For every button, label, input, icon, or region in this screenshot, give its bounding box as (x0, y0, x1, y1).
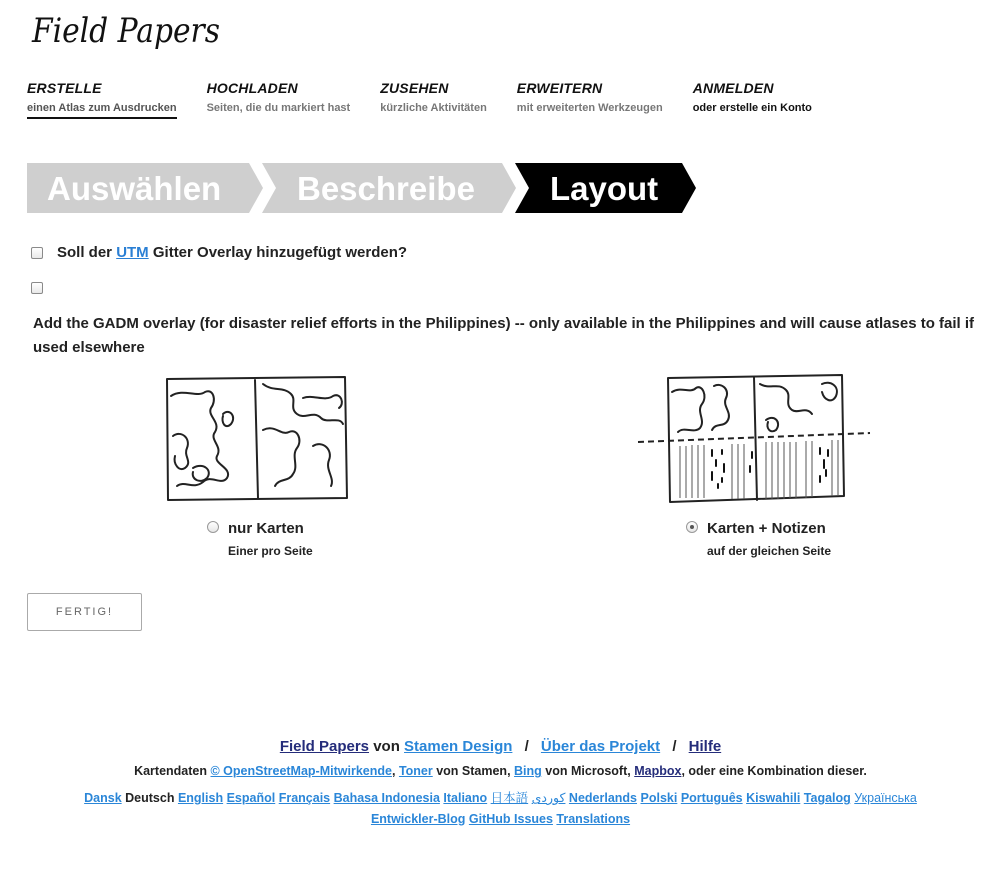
utm-label-prefix: Soll der (57, 244, 113, 261)
gadm-option (31, 282, 43, 294)
footer-separator: / (524, 738, 529, 755)
maps-and-notes-label: Karten + Notizen (707, 520, 826, 537)
nav-subtitle: Seiten, die du markiert hast (206, 102, 351, 114)
logo-text: Field Papers (31, 11, 220, 51)
toner-link[interactable]: Toner (398, 764, 433, 778)
nav-title: ANMELDEN (692, 80, 774, 96)
lang-link-sw[interactable]: Kiswahili (746, 791, 801, 805)
bing-link[interactable]: Bing (514, 764, 542, 778)
nav-title: ERWEITERN (516, 80, 603, 96)
help-link[interactable]: Hilfe (688, 738, 722, 755)
lang-link-it[interactable]: Italiano (443, 791, 488, 805)
utm-label-suffix: Gitter Overlay hinzugefügt werden? (152, 244, 408, 261)
footer-languages (0, 788, 1001, 806)
map-data-by-microsoft: von Microsoft, (545, 764, 631, 778)
step-layout: Layout (550, 170, 659, 207)
nav-item-create[interactable] (27, 80, 177, 119)
nav-subtitle: mit erweiterten Werkzeugen (516, 102, 663, 114)
lang-link-en[interactable]: English (177, 791, 224, 805)
step-select[interactable]: Auswählen (47, 170, 222, 207)
lang-link-pl[interactable]: Polski (640, 791, 678, 805)
maps-only-radio[interactable] (207, 521, 219, 533)
nav-item-extend[interactable] (517, 80, 663, 119)
done-button[interactable]: FERTIG! (27, 593, 142, 631)
mapbox-link[interactable]: Mapbox (634, 764, 682, 778)
lang-link-es[interactable]: Español (226, 791, 276, 805)
gadm-label: Add the GADM overlay (for disaster relief efforts in the Philippines) -- only available in the Philippines and will cause atlases to fail if used elsewhere (33, 315, 975, 356)
translations-link[interactable]: Translations (556, 812, 631, 826)
nav-title: ZUSEHEN (380, 80, 449, 96)
map-data-suffix: , oder eine Kombination dieser. (681, 764, 867, 778)
lang-link-ckb[interactable]: کوردی (531, 791, 566, 805)
maps-and-notes-illustration[interactable] (636, 372, 874, 506)
maps-only-subtitle: Einer pro Seite (228, 544, 313, 558)
lang-link-da[interactable]: Dansk (84, 791, 122, 805)
field-papers-logo[interactable] (30, 8, 230, 68)
step-describe[interactable]: Beschreibe (297, 170, 475, 207)
utm-option (31, 244, 407, 261)
lang-current-de: Deutsch (125, 791, 175, 805)
about-project-link[interactable]: Über das Projekt (540, 738, 661, 755)
nav-title: HOCHLADEN (206, 80, 298, 96)
maps-and-notes-radio[interactable] (686, 521, 698, 533)
footer-separator: / (672, 738, 677, 755)
nav-item-watch[interactable] (380, 80, 487, 119)
nav-subtitle: einen Atlas zum Ausdrucken (27, 102, 177, 114)
utm-checkbox[interactable] (31, 247, 43, 259)
footer-dev-links (0, 812, 1001, 826)
utm-link[interactable]: UTM (116, 244, 149, 261)
maps-only-label: nur Karten (228, 520, 304, 537)
map-data-prefix: Kartendaten (134, 764, 208, 778)
footer-map-data (0, 764, 1001, 778)
utm-label (57, 244, 407, 261)
nav-subtitle: oder erstelle ein Konto (692, 102, 812, 114)
lang-link-nl[interactable]: Nederlands (568, 791, 638, 805)
maps-and-notes-subtitle: auf der gleichen Seite (707, 544, 832, 558)
lang-link-uk[interactable]: Українська (854, 791, 917, 805)
nav-title: ERSTELLE (27, 80, 102, 96)
footer-by-text: von (373, 738, 400, 755)
lang-link-tl[interactable]: Tagalog (803, 791, 851, 805)
lang-link-id[interactable]: Bahasa Indonesia (333, 791, 440, 805)
main-nav (27, 80, 842, 119)
lang-link-pt[interactable]: Português (680, 791, 743, 805)
lang-link-ja[interactable]: 日本語 (490, 791, 529, 805)
footer-credits (0, 738, 1001, 755)
field-papers-link[interactable]: Field Papers (279, 738, 370, 755)
nav-item-upload[interactable] (207, 80, 351, 119)
map-data-comma: , (391, 764, 396, 778)
stamen-design-link[interactable]: Stamen Design (404, 738, 513, 755)
github-issues-link[interactable]: GitHub Issues (468, 812, 553, 826)
progress-steps (27, 163, 707, 213)
gadm-checkbox[interactable] (31, 282, 43, 294)
nav-item-login[interactable] (693, 80, 812, 119)
osm-link[interactable]: © OpenStreetMap-Mitwirkende (210, 764, 392, 778)
lang-link-fr[interactable]: Français (278, 791, 331, 805)
maps-only-illustration[interactable] (163, 374, 351, 504)
map-data-by-stamen: von Stamen, (436, 764, 511, 778)
developer-blog-link[interactable]: Entwickler-Blog (370, 812, 466, 826)
nav-subtitle: kürzliche Aktivitäten (380, 102, 487, 114)
